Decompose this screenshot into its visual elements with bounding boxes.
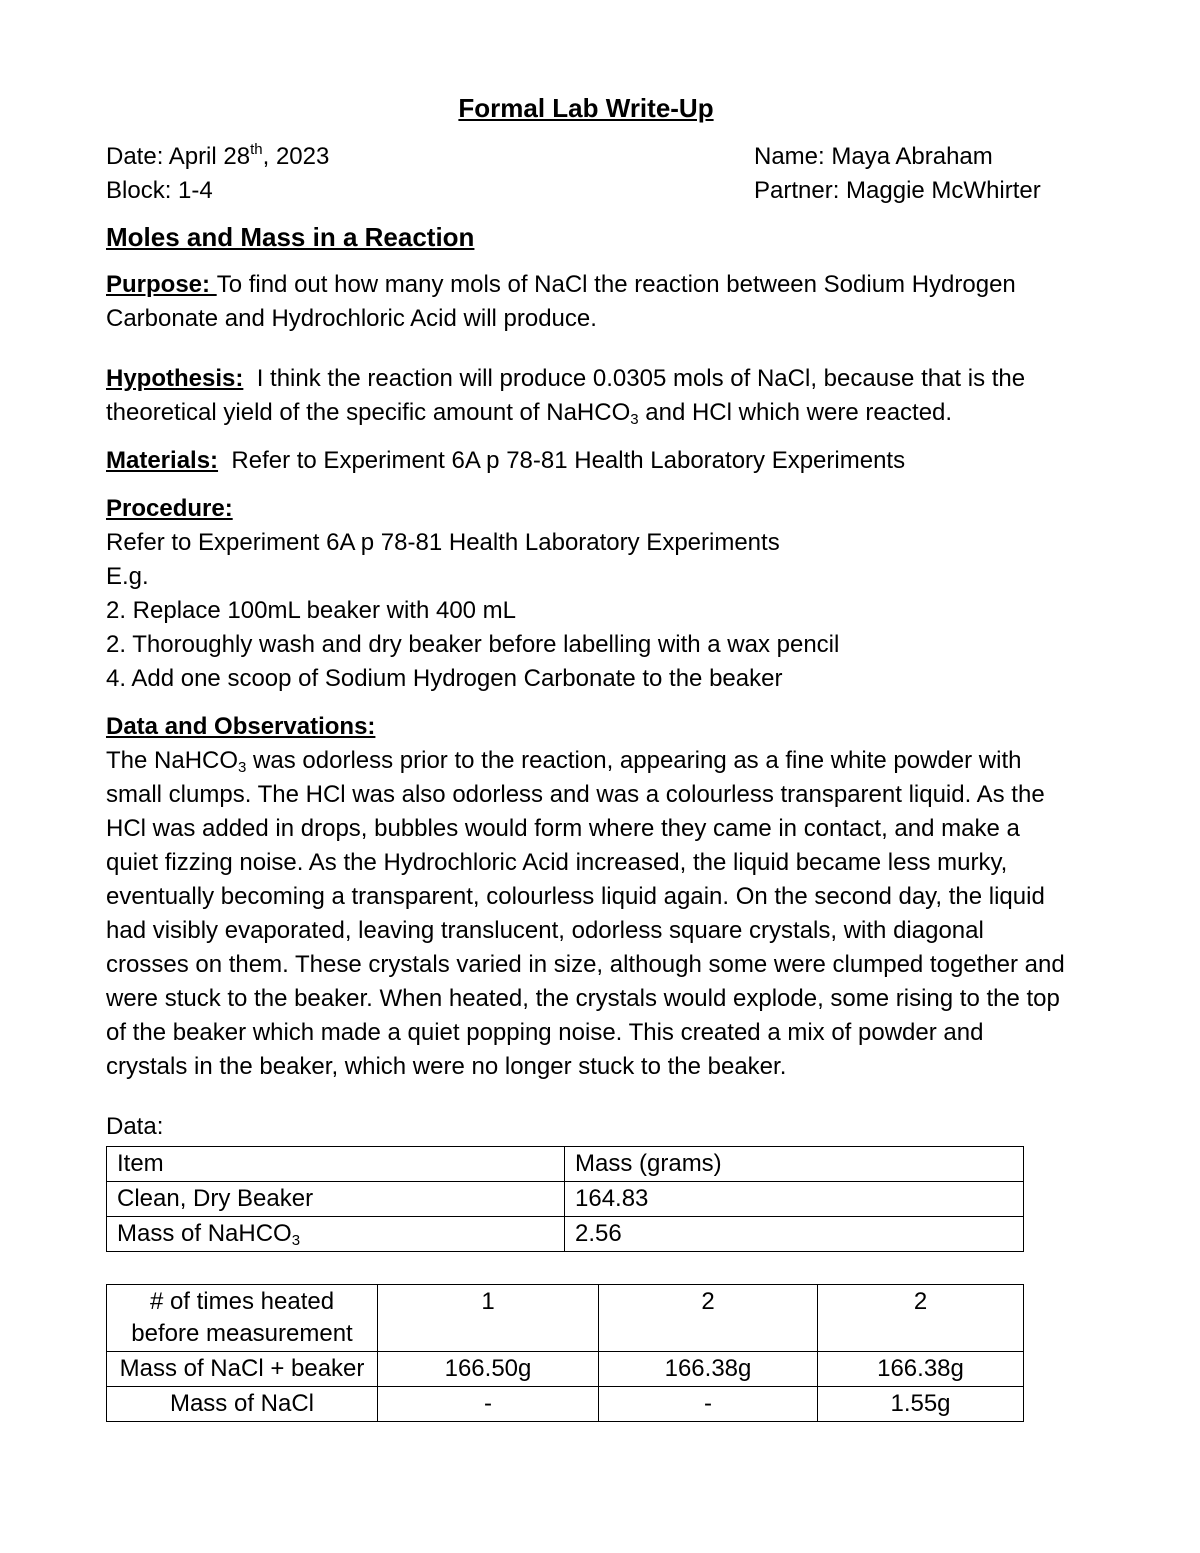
table-cell: 166.38g	[818, 1352, 1024, 1387]
procedure-line: 2. Replace 100mL beaker with 400 mL	[106, 597, 517, 624]
date-year: , 2023	[262, 143, 330, 170]
materials-paragraph	[106, 444, 1066, 478]
table-cell	[107, 1217, 565, 1252]
cell-text: Mass of NaHCO	[117, 1220, 292, 1247]
procedure-line: Refer to Experiment 6A p 78-81 Health Laboratory Experiments	[106, 529, 780, 556]
mass-table	[106, 1146, 1024, 1252]
block-field: Block: 1-4	[106, 177, 213, 204]
date-superscript: th	[250, 141, 263, 158]
table-row	[107, 1387, 1024, 1422]
observations-section	[106, 710, 1066, 1084]
table-row	[107, 1352, 1024, 1387]
purpose-text: To find out how many mols of NaCl the reaction between Sodium Hydrogen Carbonate and Hydrochloric Acid will produce.	[106, 271, 1016, 332]
table-row	[107, 1182, 1024, 1217]
observations-text	[106, 744, 1066, 1084]
table-cell: -	[599, 1387, 818, 1422]
cell-subscript: 3	[291, 1232, 301, 1249]
table-cell: 1	[378, 1285, 599, 1352]
observations-label: Data and Observations:	[106, 713, 376, 740]
table-cell: 166.38g	[599, 1352, 818, 1387]
observations-subscript: 3	[238, 759, 247, 776]
table-cell: Mass of NaCl + beaker	[107, 1352, 378, 1387]
procedure-section	[106, 492, 1066, 696]
table-cell: 164.83	[565, 1182, 1024, 1217]
table-cell: Mass (grams)	[565, 1147, 1024, 1182]
table-cell: 2.56	[565, 1217, 1024, 1252]
hypothesis-label: Hypothesis:	[106, 365, 244, 392]
procedure-line: E.g.	[106, 563, 149, 590]
date-text: Date: April 28	[106, 143, 251, 170]
table-cell: 2	[818, 1285, 1024, 1352]
observations-text-b: was odorless prior to the reaction, appearing as a fine white powder with small clumps. The HCl was also odorless and was a colourless transparent liquid. As the HCl was added in drops, bubbles would form where they came in contact, and make a quiet fizzing noise. As the Hydrochloric Acid increased, the liquid became less murky, eventually becoming a transparent, colourless liquid again. On the second day, the liquid had visibly evaporated, leaving translucent, odorless square crystals, with diagonal crosses on them. These crystals varied in size, although some were clumped together and were stuck to the beaker. When heated, the crystals would explode, some rising to the top of the beaker which made a quiet popping noise. This created a mix of powder and crystals in the beaker, which were no longer stuck to the beaker.	[106, 747, 1065, 1080]
table-cell: # of times heated before measurement	[107, 1285, 378, 1352]
hypothesis-text	[106, 365, 1025, 426]
table-row	[107, 1285, 1024, 1352]
data-label: Data:	[106, 1113, 164, 1140]
document-title: Formal Lab Write-Up	[458, 93, 714, 123]
student-name: Name: Maya Abraham	[754, 143, 993, 170]
table-cell: 1.55g	[818, 1387, 1024, 1422]
hypothesis-subscript: 3	[630, 411, 639, 428]
procedure-label: Procedure:	[106, 495, 233, 522]
table-cell: Item	[107, 1147, 565, 1182]
heating-table	[106, 1284, 1024, 1422]
table-row	[107, 1147, 1024, 1182]
purpose-label: Purpose:	[106, 271, 217, 298]
partner-name: Partner: Maggie McWhirter	[754, 177, 1041, 204]
table-cell: Clean, Dry Beaker	[107, 1182, 565, 1217]
table-cell: 2	[599, 1285, 818, 1352]
table-cell: -	[378, 1387, 599, 1422]
table-row	[107, 1217, 1024, 1252]
header-row-1	[106, 140, 1066, 174]
observations-text-a: The NaHCO	[106, 747, 239, 774]
document-content	[106, 88, 1066, 1422]
header-row-2	[106, 174, 1066, 208]
table-cell: 166.50g	[378, 1352, 599, 1387]
date-field	[106, 140, 329, 174]
hypothesis-text-a: I think the reaction will produce 0.0305 mols of NaCl, because that is the theoretical yield of the specific amount of NaHCO	[106, 365, 1026, 426]
hypothesis-text-b: and HCl which were reacted.	[638, 399, 953, 426]
purpose-paragraph	[106, 268, 1066, 336]
hypothesis-paragraph	[106, 362, 1066, 430]
lab-heading: Moles and Mass in a Reaction	[106, 222, 475, 252]
procedure-line: 2. Thoroughly wash and dry beaker before labelling with a wax pencil	[106, 631, 840, 658]
materials-label: Materials:	[106, 447, 219, 474]
procedure-line: 4. Add one scoop of Sodium Hydrogen Carbonate to the beaker	[106, 665, 783, 692]
materials-text: Refer to Experiment 6A p 78-81 Health Laboratory Experiments	[231, 447, 906, 474]
table-cell: Mass of NaCl	[107, 1387, 378, 1422]
